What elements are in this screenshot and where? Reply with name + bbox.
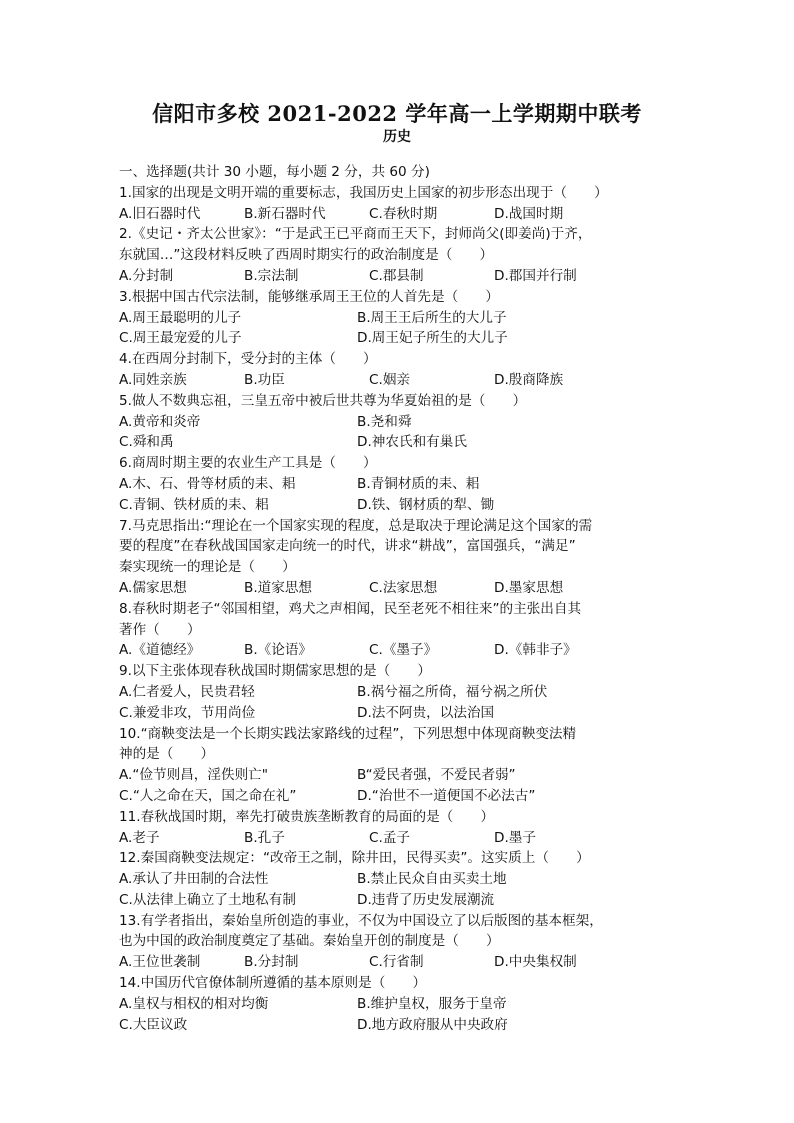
options-row <box>119 328 679 349</box>
option-b: B.分封制 <box>244 954 299 971</box>
question-stem: 2.《史记・齐太公世家》：“于是武王已平商而王天下，封师尚父(即姜尚)于齐， <box>119 226 592 243</box>
option-d: D.神农氏和有巢氏 <box>357 434 467 451</box>
options-row <box>119 869 679 890</box>
question-stem: 12.秦国商鞅变法规定：“改帝王之制，除井田，民得买卖”。这实质上（ ） <box>119 850 590 867</box>
option-b: B.孔子 <box>244 829 285 846</box>
option-d: D.地方政府服从中央政府 <box>357 1016 508 1033</box>
option-c: C.兼爱非攻，节用尚俭 <box>119 704 256 721</box>
question-stem: 神的是（ ） <box>119 746 215 763</box>
option-d: D.法不阿贵，以法治国 <box>357 704 495 721</box>
option-d: D.中央集权制 <box>494 954 577 971</box>
options-row <box>119 432 679 453</box>
option-a: A.儒家思想 <box>119 579 187 596</box>
option-c: C.郡县制 <box>369 267 424 284</box>
option-d: D.郡国并行制 <box>494 267 577 284</box>
option-a: A.皇权与相权的相对均衡 <box>119 995 269 1012</box>
option-a: A.黄帝和炎帝 <box>119 413 201 430</box>
option-b: B“爱民者强，不爱民者弱” <box>357 767 516 784</box>
option-c: C.春秋时期 <box>369 205 438 222</box>
option-c: C.大臣议政 <box>119 1016 188 1033</box>
option-b: B.尧和舜 <box>357 413 412 430</box>
options-row <box>119 890 679 911</box>
options-row <box>119 308 679 329</box>
option-d: D.铁、钢材质的犁、锄 <box>357 496 495 513</box>
option-b: B.维护皇权，服务于皇帝 <box>357 995 507 1012</box>
question-13 <box>119 911 679 973</box>
options-row <box>119 703 679 724</box>
question-stem: 10.“商鞅变法是一个长期实践法家路线的过程”，下列思想中体现商鞅变法精 <box>119 725 577 742</box>
question-stem: 东就国…”这段材料反映了西周时期实行的政治制度是（ ） <box>119 247 494 264</box>
option-d: D.战国时期 <box>494 205 564 222</box>
option-a: A.同姓亲族 <box>119 371 187 388</box>
options-row <box>119 370 679 391</box>
question-stem: 5.做人不数典忘祖，三皇五帝中被后世共尊为华夏始祖的是（ ） <box>119 392 527 409</box>
section-heading: 一、选择题(共计 30 小题，每小题 2 分，共 60 分) <box>119 164 430 180</box>
option-a: A.仁者爱人，民贵君轻 <box>119 683 255 700</box>
options-row <box>119 266 679 287</box>
question-list <box>119 162 679 1035</box>
option-b: B.《论语》 <box>244 642 313 659</box>
options-row <box>119 412 679 433</box>
subject-label: 历史 <box>383 129 411 145</box>
option-a: A.分封制 <box>119 267 174 284</box>
question-2 <box>119 224 679 286</box>
options-row <box>119 828 679 849</box>
question-3 <box>119 287 679 349</box>
option-b: B.青铜材质的耒、耜 <box>357 475 480 492</box>
options-row <box>119 786 679 807</box>
question-7 <box>119 516 679 599</box>
option-a: A.老子 <box>119 829 160 846</box>
options-row <box>119 204 679 225</box>
question-stem: 11.春秋战国时期，率先打破贵族垄断教育的局面的是（ ） <box>119 808 495 825</box>
option-a: A.承认了井田制的合法性 <box>119 871 269 888</box>
options-row <box>119 495 679 516</box>
option-a: A.旧石器时代 <box>119 205 201 222</box>
option-b: B.宗法制 <box>244 267 299 284</box>
question-stem: 8.春秋时期老子“邻国相望，鸡犬之声相闻，民至老死不相往来”的主张出自其 <box>119 600 582 617</box>
option-b: B.新石器时代 <box>244 205 326 222</box>
option-b: B.祸兮福之所倚，福兮祸之所伏 <box>357 683 548 700</box>
option-a: A.“俭节则昌，淫佚则亡" <box>119 767 269 784</box>
question-stem: 也为中国的政治制度奠定了基础。秦始皇开创的制度是（ ） <box>119 933 500 950</box>
option-b: B.禁止民众自由买卖土地 <box>357 871 507 888</box>
option-c: C.孟子 <box>369 829 411 846</box>
option-c: C.周王最宠爱的儿子 <box>119 330 242 347</box>
option-c: C.从法律上确立了土地私有制 <box>119 891 296 908</box>
option-c: C.舜和禹 <box>119 434 174 451</box>
option-d: D.墨家思想 <box>494 579 564 596</box>
options-row <box>119 994 679 1015</box>
question-12 <box>119 848 679 910</box>
question-10 <box>119 724 679 807</box>
options-row <box>119 640 679 661</box>
question-stem: 14.中国历代官僚体制所遵循的基本原则是（ ） <box>119 975 427 992</box>
option-d: D.墨子 <box>494 829 536 846</box>
options-row <box>119 474 679 495</box>
question-14 <box>119 973 679 1035</box>
question-stem: 4.在西周分封制下，受分封的主体（ ） <box>119 351 377 368</box>
exam-title: 信阳市多校 2021-2022 学年高一上学期期中联考 <box>152 101 642 126</box>
option-c: C.“人之命在天，国之命在礼” <box>119 787 297 804</box>
question-5 <box>119 391 679 453</box>
option-b: B.周王王后所生的大儿子 <box>357 309 507 326</box>
question-stem: 6.商周时期主要的农业生产工具是（ ） <box>119 455 377 472</box>
question-stem: 3.根据中国古代宗法制，能够继承周王王位的人首先是（ ） <box>119 288 499 305</box>
option-a: A.木、石、骨等材质的耒、耜 <box>119 475 296 492</box>
option-d: D.周王妃子所生的大儿子 <box>357 330 508 347</box>
option-b: B.道家思想 <box>244 579 313 596</box>
question-stem: 13.有学者指出，秦始皇所创造的事业，不仅为中国设立了以后版图的基本框架， <box>119 912 603 929</box>
option-c: C.法家思想 <box>369 579 438 596</box>
option-c: C.青铜、铁材质的耒、耜 <box>119 496 269 513</box>
option-d: D.殷商降族 <box>494 371 564 388</box>
option-d: D.“治世不一道便国不必法古” <box>357 787 536 804</box>
options-row <box>119 578 679 599</box>
question-stem: 要的程度”在春秋战国国家走向统一的时代，讲求“耕战”，富国强兵，“满足” <box>119 538 576 555</box>
question-stem: 1.国家的出现是文明开端的重要标志，我国历史上国家的初步形态出现于（ ） <box>119 184 608 201</box>
options-row <box>119 1015 679 1036</box>
question-6 <box>119 453 679 515</box>
question-4 <box>119 349 679 391</box>
question-8 <box>119 599 679 661</box>
question-stem: 著作（ ） <box>119 621 201 638</box>
options-row <box>119 682 679 703</box>
option-b: B.功臣 <box>244 371 285 388</box>
question-stem: 9.以下主张体现春秋战国时期儒家思想的是（ ） <box>119 663 432 680</box>
question-1 <box>119 183 679 225</box>
option-d: D.《韩非子》 <box>494 642 577 659</box>
options-row <box>119 765 679 786</box>
options-row <box>119 952 679 973</box>
question-stem: 秦实现统一的理论是（ ） <box>119 559 296 576</box>
option-c: C.《墨子》 <box>369 642 438 659</box>
option-a: A.周王最聪明的儿子 <box>119 309 242 326</box>
question-9 <box>119 661 679 723</box>
question-11 <box>119 807 679 849</box>
question-stem: 7.马克思指出:“理论在一个国家实现的程度，总是取决于理论满足这个国家的需 <box>119 517 593 534</box>
option-c: C.姻亲 <box>369 371 411 388</box>
option-a: A.《道德经》 <box>119 642 201 659</box>
option-a: A.王位世袭制 <box>119 954 201 971</box>
option-c: C.行省制 <box>369 954 424 971</box>
option-d: D.违背了历史发展潮流 <box>357 891 495 908</box>
